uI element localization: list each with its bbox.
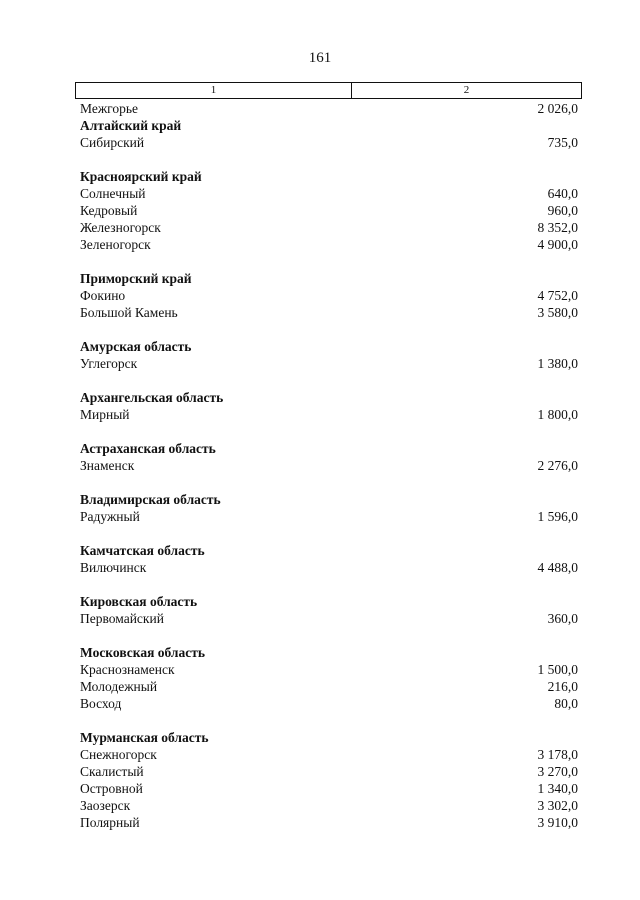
settlement-value: 360,0 [547, 611, 578, 626]
settlement-value: 4 488,0 [537, 560, 578, 575]
settlement-name: Восход [80, 696, 122, 711]
region-name: Кировская область [80, 594, 198, 609]
table-row [75, 780, 582, 797]
settlement-name: Большой Камень [80, 305, 178, 320]
settlement-name: Сибирский [80, 135, 145, 150]
table-row [75, 678, 582, 695]
region-heading [75, 644, 582, 661]
table-row [75, 763, 582, 780]
settlement-name: Радужный [80, 509, 140, 524]
region-heading [75, 168, 582, 185]
settlement-name: Заозерск [80, 798, 131, 813]
region-name: Владимирская область [80, 492, 221, 507]
settlement-value: 216,0 [547, 679, 578, 694]
region-name: Архангельская область [80, 390, 224, 405]
table-row [75, 695, 582, 712]
settlement-name: Зеленогорск [80, 237, 151, 252]
settlement-value: 80,0 [554, 696, 578, 711]
region-name: Приморский край [80, 271, 192, 286]
table-row [75, 814, 582, 831]
region-name: Московская область [80, 645, 206, 660]
region-heading [75, 542, 582, 559]
table-row [75, 185, 582, 202]
region-heading [75, 729, 582, 746]
allocation-table [75, 82, 582, 831]
region-heading [75, 389, 582, 406]
settlement-value: 3 270,0 [537, 764, 578, 779]
table-row [75, 746, 582, 763]
settlement-name: Железногорск [80, 220, 161, 235]
settlement-value: 640,0 [547, 186, 578, 201]
settlement-value: 1 380,0 [537, 356, 578, 371]
settlement-name: Знаменск [80, 458, 135, 473]
settlement-value: 2 276,0 [537, 458, 578, 473]
settlement-name: Снежногорск [80, 747, 157, 762]
table-row [75, 134, 582, 151]
table-row [75, 508, 582, 525]
table-row [75, 219, 582, 236]
region-name: Алтайский край [80, 118, 182, 133]
table-row [75, 236, 582, 253]
settlement-value: 3 178,0 [537, 747, 578, 762]
settlement-value: 2 026,0 [537, 101, 578, 116]
settlement-name: Первомайский [80, 611, 164, 626]
settlement-value: 3 580,0 [537, 305, 578, 320]
column-header-1: 1 [76, 83, 352, 98]
settlement-name: Фокино [80, 288, 126, 303]
table-row [75, 100, 582, 117]
settlement-value: 1 800,0 [537, 407, 578, 422]
region-name: Красноярский край [80, 169, 202, 184]
column-header-2: 2 [463, 84, 470, 96]
settlement-value: 3 910,0 [537, 815, 578, 830]
region-heading [75, 338, 582, 355]
settlement-value: 4 900,0 [537, 237, 578, 252]
region-heading [75, 117, 582, 134]
settlement-name: Кедровый [80, 203, 138, 218]
region-name: Астраханская область [80, 441, 216, 456]
settlement-name: Солнечный [80, 186, 146, 201]
region-heading [75, 593, 582, 610]
table-row [75, 287, 582, 304]
region-name: Амурская область [80, 339, 192, 354]
table-row [75, 457, 582, 474]
region-name: Камчатская область [80, 543, 205, 558]
settlement-name: Краснознаменск [80, 662, 175, 677]
region-heading [75, 270, 582, 287]
table-row [75, 406, 582, 423]
settlement-name: Молодежный [80, 679, 158, 694]
settlement-value: 8 352,0 [537, 220, 578, 235]
settlement-name: Скалистый [80, 764, 144, 779]
settlement-name: Вилючинск [80, 560, 147, 575]
table-header [75, 82, 582, 99]
settlement-value: 1 500,0 [537, 662, 578, 677]
table-row [75, 661, 582, 678]
settlement-name: Межгорье [80, 101, 138, 116]
page-number: 161 [308, 50, 332, 66]
region-heading [75, 491, 582, 508]
settlement-value: 1 340,0 [537, 781, 578, 796]
region-heading [75, 440, 582, 457]
table-body [75, 99, 582, 831]
table-row [75, 610, 582, 627]
table-row [75, 355, 582, 372]
settlement-value: 4 752,0 [537, 288, 578, 303]
table-row [75, 304, 582, 321]
table-row [75, 559, 582, 576]
settlement-value: 3 302,0 [537, 798, 578, 813]
region-name: Мурманская область [80, 730, 209, 745]
settlement-value: 960,0 [547, 203, 578, 218]
settlement-name: Мирный [80, 407, 130, 422]
table-row [75, 797, 582, 814]
settlement-name: Углегорск [80, 356, 138, 371]
settlement-name: Островной [80, 781, 143, 796]
table-row [75, 202, 582, 219]
settlement-value: 1 596,0 [537, 509, 578, 524]
settlement-name: Полярный [80, 815, 140, 830]
settlement-value: 735,0 [547, 135, 578, 150]
